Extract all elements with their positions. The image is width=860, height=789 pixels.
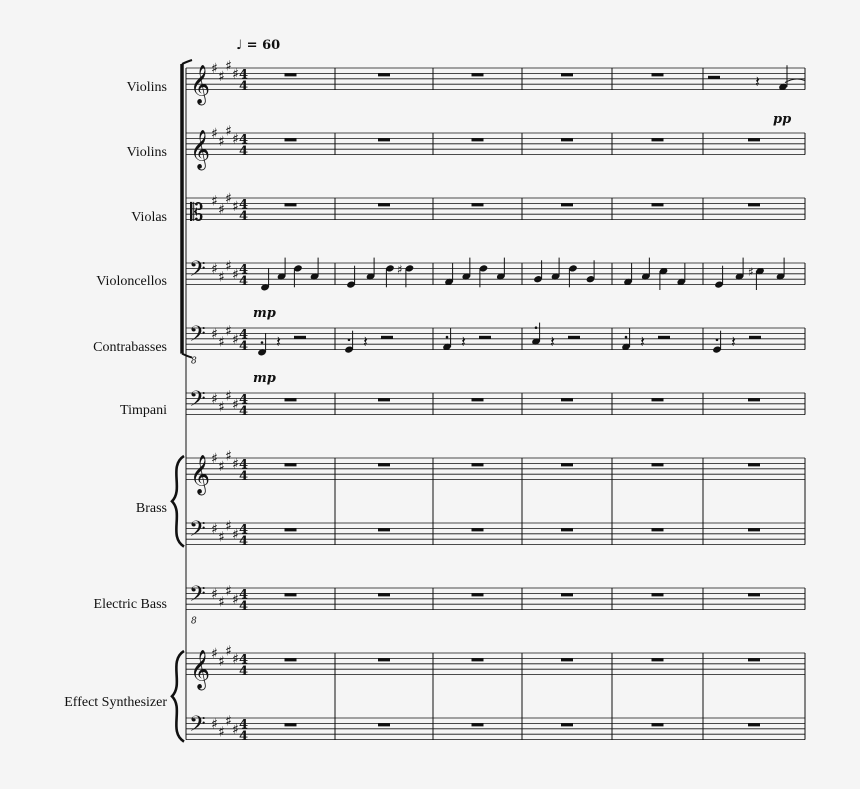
alto-clef-icon: 𝄡 xyxy=(190,198,204,227)
staccato-dot xyxy=(535,326,538,329)
sharp-icon: ♯ xyxy=(397,262,403,277)
sharp-icon: ♯ xyxy=(218,134,225,151)
staccato-dot xyxy=(625,336,628,339)
whole-rest xyxy=(378,723,390,726)
tempo-marking: ♩ = 60 xyxy=(236,38,281,53)
quarter-rest-icon: 𝄽 xyxy=(550,332,555,352)
sharp-icon: ♯ xyxy=(232,66,239,83)
whole-rest xyxy=(561,593,573,596)
whole-rest xyxy=(472,658,484,661)
sharp-icon: ♯ xyxy=(225,323,232,340)
bass-clef-icon: 𝄢 xyxy=(189,516,206,547)
sharp-icon: ♯ xyxy=(232,266,239,283)
whole-rest xyxy=(472,593,484,596)
time-sig-top: 4 xyxy=(239,587,249,603)
whole-rest xyxy=(561,723,573,726)
dynamic-violins-pp: pp xyxy=(773,112,792,127)
bracket-top-hook xyxy=(182,60,192,64)
sharp-icon: ♯ xyxy=(225,388,232,405)
sharp-icon: ♯ xyxy=(218,201,225,218)
whole-rest xyxy=(748,593,760,596)
whole-rest xyxy=(561,528,573,531)
whole-rest xyxy=(748,398,760,401)
whole-rest xyxy=(472,528,484,531)
whole-rest xyxy=(378,203,390,206)
time-sig-bottom: 4 xyxy=(239,79,249,95)
time-sig-bottom: 4 xyxy=(239,209,249,225)
time-sig-bottom: 4 xyxy=(239,534,249,550)
sharp-icon: ♯ xyxy=(232,199,239,216)
treble-clef-icon: 𝄞 xyxy=(190,649,211,690)
treble-clef-icon: 𝄞 xyxy=(190,129,211,170)
bass-clef-icon: 𝄢 xyxy=(189,321,206,352)
sharp-icon: ♯ xyxy=(748,265,754,280)
sharp-icon: ♯ xyxy=(225,58,232,75)
sharp-icon: ♯ xyxy=(218,654,225,671)
whole-rest xyxy=(378,73,390,76)
label-electric-bass: Electric Bass xyxy=(93,597,167,612)
whole-rest xyxy=(748,203,760,206)
whole-rest xyxy=(652,398,664,401)
sharp-icon: ♯ xyxy=(232,591,239,608)
whole-rest xyxy=(748,463,760,466)
time-sig-top: 4 xyxy=(239,262,249,278)
whole-rest xyxy=(472,73,484,76)
time-sig-top: 4 xyxy=(239,522,249,538)
time-sig-bottom: 4 xyxy=(239,599,249,615)
whole-rest xyxy=(285,203,297,206)
sharp-icon: ♯ xyxy=(211,61,218,77)
whole-rest xyxy=(748,723,760,726)
time-sig-bottom: 4 xyxy=(239,664,249,680)
label-timpani: Timpani xyxy=(120,403,167,418)
quarter-rest-icon: 𝄽 xyxy=(461,332,466,352)
sharp-icon: ♯ xyxy=(232,131,239,148)
whole-rest xyxy=(378,528,390,531)
dynamic-timpani-mp: mp xyxy=(253,371,276,386)
staccato-dot xyxy=(716,339,719,342)
sharp-icon: ♯ xyxy=(218,69,225,86)
whole-rest xyxy=(472,138,484,141)
time-sig-top: 4 xyxy=(239,67,249,83)
time-sig-top: 4 xyxy=(239,652,249,668)
time-sig-top: 4 xyxy=(239,457,249,473)
label-brass: Brass xyxy=(135,501,167,516)
whole-rest xyxy=(652,593,664,596)
time-sig-top: 4 xyxy=(239,197,249,213)
whole-rest xyxy=(285,398,297,401)
whole-rest xyxy=(748,658,760,661)
staccato-dot xyxy=(261,341,264,344)
sharp-icon: ♯ xyxy=(232,526,239,543)
whole-rest xyxy=(285,658,297,661)
staccato-dot xyxy=(348,339,351,342)
treble-clef-icon: 𝄞 xyxy=(190,64,211,105)
quarter-rest-icon: 𝄽 xyxy=(755,72,760,92)
octave-mark: 8 xyxy=(191,616,197,627)
whole-rest xyxy=(378,463,390,466)
whole-rest xyxy=(652,138,664,141)
whole-rest xyxy=(652,723,664,726)
treble-clef-icon: 𝄞 xyxy=(190,454,211,495)
bass-clef-icon: 𝄢 xyxy=(189,386,206,417)
tie xyxy=(785,79,805,83)
half-rest xyxy=(568,336,580,339)
label-violins-2: Violins xyxy=(126,145,167,160)
sharp-icon: ♯ xyxy=(211,451,218,467)
whole-rest xyxy=(748,528,760,531)
half-rest xyxy=(749,336,761,339)
sharp-icon: ♯ xyxy=(218,594,225,611)
quarter-rest-icon: 𝄽 xyxy=(276,332,281,352)
sharp-icon: ♯ xyxy=(225,191,232,207)
sharp-icon: ♯ xyxy=(211,326,218,343)
whole-rest xyxy=(378,658,390,661)
sharp-icon: ♯ xyxy=(232,396,239,413)
time-sig-top: 4 xyxy=(239,327,249,343)
half-rest xyxy=(381,336,393,339)
synth-brace xyxy=(172,651,184,742)
half-rest xyxy=(658,336,670,339)
time-sig-top: 4 xyxy=(239,132,249,148)
time-sig-bottom: 4 xyxy=(239,274,249,290)
sharp-icon: ♯ xyxy=(232,651,239,668)
time-sig-top: 4 xyxy=(239,392,249,408)
whole-rest xyxy=(378,138,390,141)
sharp-icon: ♯ xyxy=(218,529,225,546)
whole-rest xyxy=(561,203,573,206)
sharp-icon: ♯ xyxy=(225,123,232,140)
whole-rest xyxy=(748,138,760,141)
sharp-icon: ♯ xyxy=(225,643,232,660)
whole-rest xyxy=(285,593,297,596)
label-violas: Violas xyxy=(131,210,167,225)
dynamic-contrabass-mp: mp xyxy=(253,306,276,321)
brass-brace xyxy=(172,456,184,547)
label-contrabasses: Contrabasses xyxy=(93,340,167,355)
label-violoncellos: Violoncellos xyxy=(96,274,167,289)
whole-rest xyxy=(561,398,573,401)
label-effect-synthesizer: Effect Synthesizer xyxy=(64,695,167,710)
whole-rest xyxy=(285,528,297,531)
quarter-rest-icon: 𝄽 xyxy=(731,332,736,352)
time-sig-bottom: 4 xyxy=(239,469,249,485)
whole-rest xyxy=(472,463,484,466)
sharp-icon: ♯ xyxy=(232,721,239,738)
whole-rest xyxy=(285,73,297,76)
whole-rest xyxy=(652,203,664,206)
sharp-icon: ♯ xyxy=(232,331,239,348)
sharp-icon: ♯ xyxy=(225,448,232,465)
whole-rest xyxy=(561,73,573,76)
sharp-icon: ♯ xyxy=(211,193,218,210)
sharp-icon: ♯ xyxy=(232,456,239,473)
sharp-icon: ♯ xyxy=(211,646,218,662)
staccato-dot xyxy=(446,336,449,339)
whole-rest xyxy=(652,73,664,76)
bass-clef-icon: 𝄢 xyxy=(189,256,206,287)
whole-rest xyxy=(652,658,664,661)
bass-clef-icon: 𝄢 xyxy=(189,711,206,742)
sharp-icon: ♯ xyxy=(211,126,218,142)
sharp-icon: ♯ xyxy=(225,583,232,600)
whole-rest xyxy=(472,398,484,401)
whole-rest xyxy=(285,138,297,141)
sharp-icon: ♯ xyxy=(225,518,232,535)
quarter-rest-icon: 𝄽 xyxy=(640,332,645,352)
sharp-icon: ♯ xyxy=(218,334,225,351)
whole-rest xyxy=(378,593,390,596)
half-rest xyxy=(708,76,720,79)
sharp-icon: ♯ xyxy=(211,521,218,538)
sharp-icon: ♯ xyxy=(211,586,218,603)
time-sig-top: 4 xyxy=(239,717,249,733)
whole-rest xyxy=(285,463,297,466)
octave-mark: 8 xyxy=(191,356,197,367)
whole-rest xyxy=(652,463,664,466)
label-violins-1: Violins xyxy=(126,80,167,95)
sharp-icon: ♯ xyxy=(218,399,225,416)
sharp-icon: ♯ xyxy=(211,261,218,278)
time-sig-bottom: 4 xyxy=(239,729,249,745)
half-rest xyxy=(479,336,491,339)
half-rest xyxy=(294,336,306,339)
time-sig-bottom: 4 xyxy=(239,404,249,420)
sharp-icon: ♯ xyxy=(225,713,232,730)
sharp-icon: ♯ xyxy=(218,459,225,476)
bass-clef-icon: 𝄢 xyxy=(189,581,206,612)
whole-rest xyxy=(285,723,297,726)
sharp-icon: ♯ xyxy=(218,269,225,286)
whole-rest xyxy=(652,528,664,531)
whole-rest xyxy=(561,658,573,661)
whole-rest xyxy=(561,138,573,141)
quarter-rest-icon: 𝄽 xyxy=(363,332,368,352)
whole-rest xyxy=(378,398,390,401)
time-sig-bottom: 4 xyxy=(239,144,249,160)
time-sig-bottom: 4 xyxy=(239,339,249,355)
whole-rest xyxy=(561,463,573,466)
sharp-icon: ♯ xyxy=(225,258,232,275)
sharp-icon: ♯ xyxy=(211,716,218,733)
whole-rest xyxy=(472,203,484,206)
whole-rest xyxy=(472,723,484,726)
sharp-icon: ♯ xyxy=(218,724,225,741)
sharp-icon: ♯ xyxy=(211,391,218,408)
